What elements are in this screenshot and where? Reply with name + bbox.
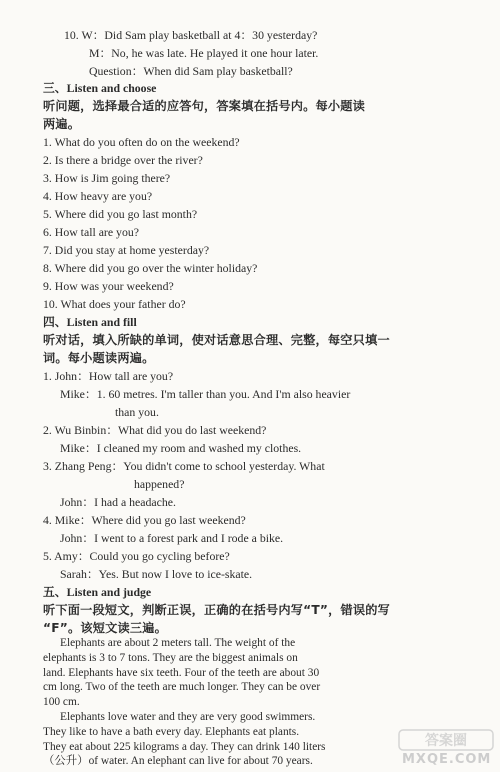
part3-item: 3. How is Jim going there? bbox=[43, 171, 171, 185]
part5-instruction-1: 听下面一段短文，判断正误，正确的在括号内写“T”，错误的写 bbox=[43, 603, 391, 617]
part5-instruction-2: “F”。该短文读三遍。 bbox=[43, 621, 168, 635]
part3-item: 4. How heavy are you? bbox=[43, 189, 153, 203]
dialogue2-wu-binbin: 2. Wu Binbin：What did you do last weekend? bbox=[43, 423, 267, 437]
passage-p2-line: They like to have a bath every day. Elephants eat plants. bbox=[43, 725, 300, 738]
dialogue4-mike: 4. Mike：Where did you go last weekend? bbox=[43, 513, 246, 527]
dialogue5-amy: 5. Amy：Could you go cycling before? bbox=[43, 549, 230, 563]
passage-p1-line: cm long. Two of the teeth are much longer. They can be over bbox=[43, 681, 321, 694]
part3-item: 7. Did you stay at home yesterday? bbox=[43, 243, 210, 257]
dialogue1-mike: Mike：1. 60 metres. I'm taller than you. And I'm also heavier bbox=[60, 387, 351, 401]
watermark-logo-text: 答案圈 bbox=[425, 733, 467, 749]
dialogue1-mike-cont: than you. bbox=[115, 405, 159, 419]
passage-p1-line: land. Elephants have six teeth. Four of the teeth are about 30 bbox=[43, 666, 320, 679]
part3-instruction-2: 两遍。 bbox=[43, 117, 81, 131]
part3-item: 10. What does your father do? bbox=[43, 297, 186, 311]
dialogue4-john: John：I went to a forest park and I rode a bike. bbox=[60, 531, 284, 545]
dialogue2-mike: Mike：I cleaned my room and washed my clothes. bbox=[60, 441, 302, 455]
part3-item: 9. How was your weekend? bbox=[43, 279, 174, 293]
part3-instruction-1: 听问题，选择最合适的应答句，答案填在括号内。每小题读 bbox=[43, 99, 366, 113]
part4-heading: 四、Listen and fill bbox=[43, 315, 137, 329]
watermark-site: MXQE.COM bbox=[402, 752, 492, 767]
passage-p2-line: They eat about 225 kilograms a day. They can drink 140 liters bbox=[43, 740, 326, 753]
part5-heading: 五、Listen and judge bbox=[43, 585, 152, 599]
part4-instruction-2: 词。每小题读两遍。 bbox=[43, 351, 155, 365]
dialogue5-sarah: Sarah：Yes. But now I love to ice-skate. bbox=[60, 567, 253, 581]
dialogue3-john: John：I had a headache. bbox=[60, 495, 176, 509]
part3-item: 1. What do you often do on the weekend? bbox=[43, 135, 240, 149]
dialogue3-zhang-peng-cont: happened? bbox=[134, 477, 185, 491]
part3-heading: 三、Listen and choose bbox=[43, 81, 157, 95]
dialogue3-zhang-peng: 3. Zhang Peng：You didn't come to school yesterday. What bbox=[43, 459, 325, 473]
passage-p2-line: （公升）of water. An elephant can live for about 70 years. bbox=[43, 755, 313, 768]
q10-w-line: 10. W：Did Sam play basketball at 4：30 yesterday? bbox=[64, 28, 318, 42]
q10-question-line: Question：When did Sam play basketball? bbox=[89, 64, 293, 78]
q10-m-line: M：No, he was late. He played it one hour later. bbox=[89, 46, 319, 60]
part3-item: 2. Is there a bridge over the river? bbox=[43, 153, 203, 167]
passage-p2-line: Elephants love water and they are very good swimmers. bbox=[60, 711, 316, 723]
part3-item: 6. How tall are you? bbox=[43, 225, 139, 239]
part3-item: 8. Where did you go over the winter holiday? bbox=[43, 261, 258, 275]
passage-p1-line: 100 cm. bbox=[43, 696, 80, 709]
watermark bbox=[398, 728, 494, 768]
part3-item: 5. Where did you go last month? bbox=[43, 207, 198, 221]
watermark-logo bbox=[398, 728, 494, 752]
passage-p1-line: Elephants are about 2 meters tall. The weight of the bbox=[60, 637, 296, 649]
dialogue1-john: 1. John：How tall are you? bbox=[43, 369, 174, 383]
part4-instruction-1: 听对话，填入所缺的单词，使对话意思合理、完整，每空只填一 bbox=[43, 333, 390, 347]
passage-p1-line: elephants is 3 to 7 tons. They are the biggest animals on bbox=[43, 651, 298, 664]
